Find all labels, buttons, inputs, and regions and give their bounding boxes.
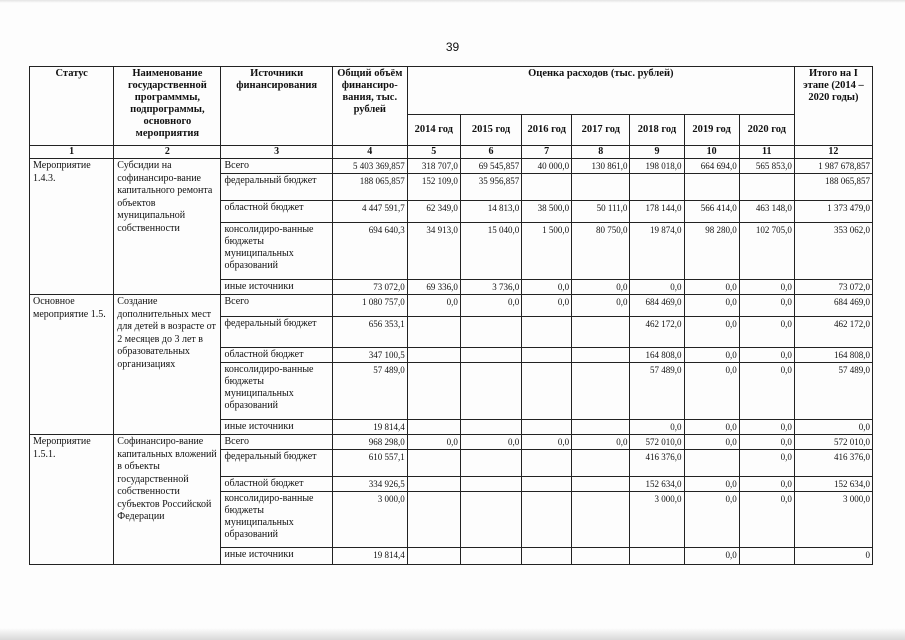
year-value-cell [572, 363, 630, 420]
column-number: 6 [460, 146, 521, 159]
total-cell: 656 353,1 [332, 317, 407, 348]
year-value-cell: 80 750,0 [572, 223, 630, 280]
total-cell: 19 814,4 [332, 420, 407, 435]
year-value-cell [572, 348, 630, 363]
year-value-cell [572, 492, 630, 548]
stage-total-cell: 353 062,0 [794, 223, 872, 280]
year-value-cell: 0,0 [572, 435, 630, 450]
status-cell: Мероприятие 1.4.3. [30, 159, 114, 295]
stage-total-cell: 3 000,0 [794, 492, 872, 548]
total-cell: 610 557,1 [332, 450, 407, 477]
year-value-cell: 664 694,0 [684, 159, 739, 174]
header-stage-total: Итого на I этапе (2014 – 2020 годы) [794, 67, 872, 146]
year-value-cell: 318 707,0 [407, 159, 460, 174]
year-value-cell: 152 634,0 [630, 477, 684, 492]
year-value-cell [522, 317, 572, 348]
column-number: 9 [630, 146, 684, 159]
year-value-cell: 0,0 [739, 435, 794, 450]
year-value-cell: 198 018,0 [630, 159, 684, 174]
stage-total-cell: 164 808,0 [794, 348, 872, 363]
year-value-cell [460, 492, 521, 548]
source-cell: федеральный бюджет [221, 450, 332, 477]
year-value-cell [739, 174, 794, 201]
year-value-cell [572, 420, 630, 435]
source-cell: консолидиро-ванные бюджеты муниципальных образований [221, 492, 332, 548]
year-value-cell: 98 280,0 [684, 223, 739, 280]
year-value-cell [460, 548, 521, 565]
year-value-cell [522, 363, 572, 420]
stage-total-cell: 152 634,0 [794, 477, 872, 492]
header-year: 2019 год [684, 115, 739, 146]
year-value-cell [684, 450, 739, 477]
year-value-cell: 50 111,0 [572, 201, 630, 223]
stage-total-cell: 57 489,0 [794, 363, 872, 420]
year-value-cell: 0,0 [630, 420, 684, 435]
year-value-cell: 462 172,0 [630, 317, 684, 348]
year-value-cell: 0,0 [739, 295, 794, 317]
total-cell: 73 072,0 [332, 280, 407, 295]
year-value-cell: 164 808,0 [630, 348, 684, 363]
stage-total-cell: 684 469,0 [794, 295, 872, 317]
source-cell: Всего [221, 435, 332, 450]
year-value-cell: 0,0 [684, 280, 739, 295]
year-value-cell [522, 348, 572, 363]
year-value-cell: 0,0 [739, 317, 794, 348]
year-value-cell: 62 349,0 [407, 201, 460, 223]
year-value-cell: 0,0 [522, 295, 572, 317]
total-cell: 1 080 757,0 [332, 295, 407, 317]
stage-total-cell: 0,0 [794, 420, 872, 435]
year-value-cell [407, 548, 460, 565]
column-number: 4 [332, 146, 407, 159]
scan-bottom-edge [0, 628, 905, 640]
year-value-cell: 0,0 [739, 450, 794, 477]
year-value-cell [407, 477, 460, 492]
header-name: Наименование государственной программмы, подпрограммы, основного мероприятия [114, 67, 221, 146]
year-value-cell: 0,0 [739, 348, 794, 363]
year-value-cell [407, 450, 460, 477]
year-value-cell: 130 861,0 [572, 159, 630, 174]
column-number: 2 [114, 146, 221, 159]
year-value-cell: 0,0 [684, 477, 739, 492]
column-number: 12 [794, 146, 872, 159]
year-value-cell: 463 148,0 [739, 201, 794, 223]
year-value-cell [460, 420, 521, 435]
year-value-cell [572, 477, 630, 492]
stage-total-cell: 73 072,0 [794, 280, 872, 295]
year-value-cell [522, 450, 572, 477]
source-cell: Всего [221, 159, 332, 174]
page-number: 39 [445, 40, 460, 54]
column-number: 3 [221, 146, 332, 159]
year-value-cell: 69 336,0 [407, 280, 460, 295]
total-cell: 19 814,4 [332, 548, 407, 565]
year-value-cell: 0,0 [739, 280, 794, 295]
stage-total-cell: 572 010,0 [794, 435, 872, 450]
header-estimate: Оценка расходов (тыс. рублей) [407, 67, 794, 115]
year-value-cell: 0,0 [684, 420, 739, 435]
header-year: 2017 год [572, 115, 630, 146]
scan-top-edge [0, 0, 905, 3]
year-value-cell [522, 420, 572, 435]
stage-total-cell: 188 065,857 [794, 174, 872, 201]
year-value-cell [522, 174, 572, 201]
year-value-cell: 0,0 [522, 435, 572, 450]
year-value-cell: 0,0 [522, 280, 572, 295]
year-value-cell: 0,0 [407, 435, 460, 450]
year-value-cell [460, 317, 521, 348]
year-value-cell: 1 500,0 [522, 223, 572, 280]
source-cell: федеральный бюджет [221, 174, 332, 201]
total-cell: 5 403 369,857 [332, 159, 407, 174]
year-value-cell [572, 317, 630, 348]
year-value-cell [572, 174, 630, 201]
stage-total-cell: 0 [794, 548, 872, 565]
column-number: 11 [739, 146, 794, 159]
year-value-cell [522, 492, 572, 548]
year-value-cell: 38 500,0 [522, 201, 572, 223]
year-value-cell: 0,0 [630, 280, 684, 295]
year-value-cell: 416 376,0 [630, 450, 684, 477]
year-value-cell: 0,0 [739, 492, 794, 548]
table-row [30, 435, 873, 450]
year-value-cell: 0,0 [739, 363, 794, 420]
source-cell: иные источники [221, 420, 332, 435]
year-value-cell: 0,0 [572, 280, 630, 295]
year-value-cell: 3 000,0 [630, 492, 684, 548]
year-value-cell [630, 174, 684, 201]
program-name-cell: Субсидии на софинансиро-вание капитального ремонта объектов муниципальной собственности [114, 159, 221, 295]
year-value-cell: 40 000,0 [522, 159, 572, 174]
program-name-cell: Софинансиро-вание капитальных вложений в объекты государственной собственности субъектов Российской Федерации [114, 435, 221, 565]
table-row [30, 159, 873, 174]
year-value-cell: 19 874,0 [630, 223, 684, 280]
year-value-cell: 0,0 [684, 295, 739, 317]
year-value-cell: 0,0 [684, 363, 739, 420]
status-cell: Мероприятие 1.5.1. [30, 435, 114, 565]
status-cell: Основное мероприятие 1.5. [30, 295, 114, 435]
header-sources: Источники финансирования [221, 67, 332, 146]
year-value-cell: 566 414,0 [684, 201, 739, 223]
year-value-cell: 0,0 [572, 295, 630, 317]
year-value-cell [684, 174, 739, 201]
year-value-cell: 572 010,0 [630, 435, 684, 450]
year-value-cell: 3 736,0 [460, 280, 521, 295]
source-cell: областной бюджет [221, 201, 332, 223]
year-value-cell: 0,0 [407, 295, 460, 317]
budget-table [29, 66, 873, 565]
year-value-cell: 0,0 [684, 435, 739, 450]
stage-total-cell: 1 987 678,857 [794, 159, 872, 174]
header-year: 2015 год [460, 115, 521, 146]
year-value-cell: 35 956,857 [460, 174, 521, 201]
year-value-cell [460, 477, 521, 492]
stage-total-cell: 462 172,0 [794, 317, 872, 348]
total-cell: 347 100,5 [332, 348, 407, 363]
total-cell: 188 065,857 [332, 174, 407, 201]
year-value-cell: 102 705,0 [739, 223, 794, 280]
total-cell: 3 000,0 [332, 492, 407, 548]
year-value-cell [522, 477, 572, 492]
year-value-cell: 152 109,0 [407, 174, 460, 201]
source-cell: иные источники [221, 548, 332, 565]
header-year: 2020 год [739, 115, 794, 146]
year-value-cell [739, 548, 794, 565]
year-value-cell: 684 469,0 [630, 295, 684, 317]
source-cell: консолидиро-ванные бюджеты муниципальных образований [221, 223, 332, 280]
year-value-cell [460, 363, 521, 420]
year-value-cell [407, 420, 460, 435]
source-cell: иные источники [221, 280, 332, 295]
year-value-cell: 0,0 [684, 348, 739, 363]
source-cell: Всего [221, 295, 332, 317]
total-cell: 968 298,0 [332, 435, 407, 450]
year-value-cell: 565 853,0 [739, 159, 794, 174]
year-value-cell: 0,0 [460, 295, 521, 317]
column-number: 7 [522, 146, 572, 159]
year-value-cell: 0,0 [684, 317, 739, 348]
year-value-cell [572, 450, 630, 477]
year-value-cell [407, 363, 460, 420]
column-number: 5 [407, 146, 460, 159]
source-cell: областной бюджет [221, 477, 332, 492]
total-cell: 334 926,5 [332, 477, 407, 492]
year-value-cell: 0,0 [684, 492, 739, 548]
year-value-cell [572, 548, 630, 565]
year-value-cell: 0,0 [684, 548, 739, 565]
year-value-cell: 69 545,857 [460, 159, 521, 174]
source-cell: федеральный бюджет [221, 317, 332, 348]
total-cell: 4 447 591,7 [332, 201, 407, 223]
header-year: 2018 год [630, 115, 684, 146]
year-value-cell [522, 548, 572, 565]
column-number: 8 [572, 146, 630, 159]
year-value-cell [407, 317, 460, 348]
year-value-cell [407, 492, 460, 548]
year-value-cell [460, 450, 521, 477]
header-status: Статус [30, 67, 114, 146]
total-cell: 694 640,3 [332, 223, 407, 280]
column-number: 10 [684, 146, 739, 159]
year-value-cell: 14 813,0 [460, 201, 521, 223]
source-cell: областной бюджет [221, 348, 332, 363]
program-name-cell: Создание дополнительных мест для детей в возрасте от 2 месяцев до 3 лет в образовательных организациях [114, 295, 221, 435]
header-year: 2016 год [522, 115, 572, 146]
year-value-cell [630, 548, 684, 565]
year-value-cell [407, 348, 460, 363]
year-value-cell: 15 040,0 [460, 223, 521, 280]
year-value-cell: 57 489,0 [630, 363, 684, 420]
year-value-cell: 0,0 [460, 435, 521, 450]
stage-total-cell: 416 376,0 [794, 450, 872, 477]
total-cell: 57 489,0 [332, 363, 407, 420]
column-number: 1 [30, 146, 114, 159]
year-value-cell: 0,0 [739, 477, 794, 492]
header-total: Общий объём финансиро-вания, тыс. рублей [332, 67, 407, 146]
header-year: 2014 год [407, 115, 460, 146]
source-cell: консолидиро-ванные бюджеты муниципальных образований [221, 363, 332, 420]
year-value-cell: 178 144,0 [630, 201, 684, 223]
year-value-cell [460, 348, 521, 363]
year-value-cell: 34 913,0 [407, 223, 460, 280]
table-row [30, 295, 873, 317]
stage-total-cell: 1 373 479,0 [794, 201, 872, 223]
year-value-cell: 0,0 [739, 420, 794, 435]
table-body [30, 159, 873, 565]
